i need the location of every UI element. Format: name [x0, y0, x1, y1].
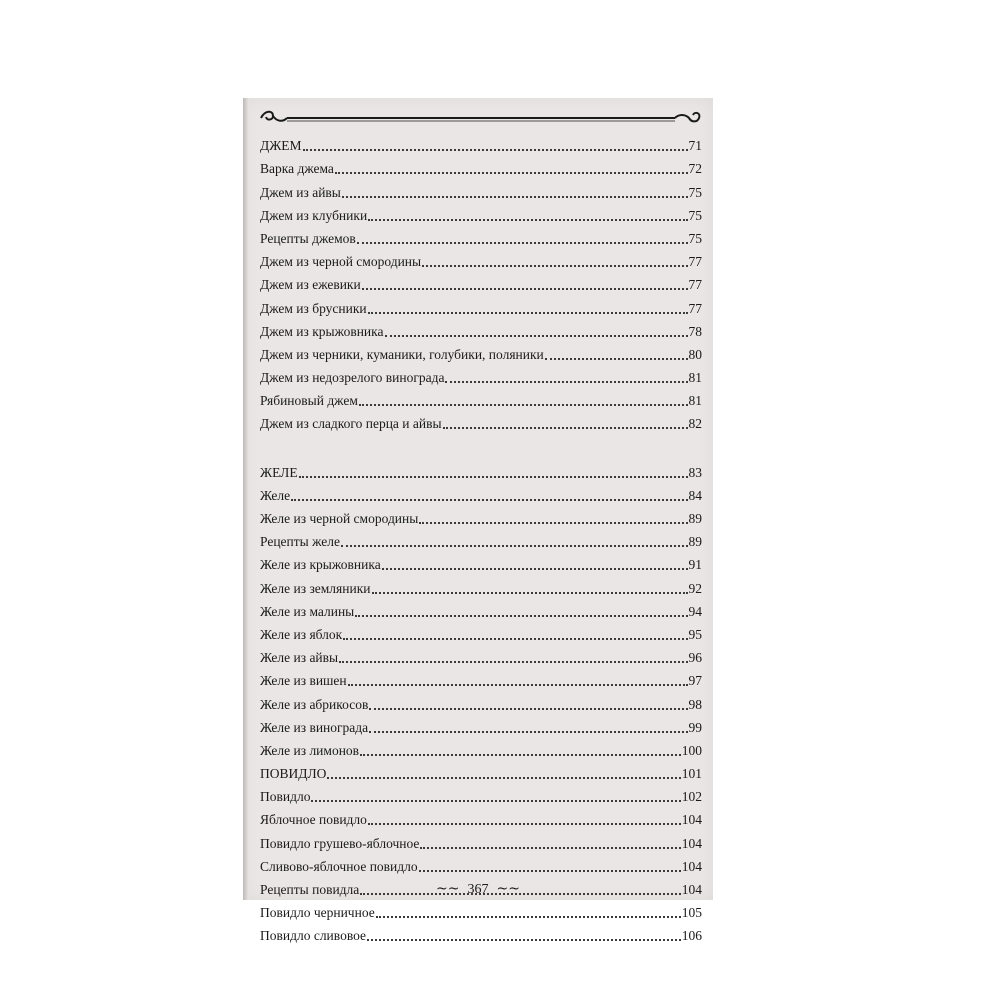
toc-entry-page: 95: [688, 626, 702, 642]
toc-entry-page: 98: [688, 696, 702, 712]
dot-leader: [368, 311, 688, 314]
toc-entry: [260, 666, 702, 689]
toc-entry-page: 94: [688, 603, 702, 619]
toc-entry-page: 75: [688, 184, 702, 200]
toc-entry-title: Рецепты желе: [260, 534, 340, 550]
toc-entry-title: Джем из крыжовника: [260, 323, 384, 339]
toc-entry: [260, 527, 702, 550]
dot-leader: [372, 591, 688, 594]
toc-entry-page: 71: [688, 138, 702, 154]
dot-leader: [422, 264, 687, 267]
toc-entry-page: 75: [688, 207, 702, 223]
toc-entry-page: 101: [681, 766, 702, 782]
toc-entry-title: Желе из лимонов: [260, 742, 360, 758]
toc-entry: [260, 481, 702, 504]
toc-entry-title: Желе из абрикосов: [260, 696, 369, 712]
toc-entry: [260, 457, 702, 480]
toc-entry-page: 96: [688, 650, 702, 666]
toc-entry-title: Желе из вишен: [260, 673, 347, 689]
header-ornament-icon: [257, 106, 707, 128]
toc-entry-title: Повидло: [260, 789, 311, 805]
toc-entry-title: Желе: [260, 487, 291, 503]
toc-entry-title: ЖЕЛЕ: [260, 464, 298, 480]
toc-entry-title: Джем из сладкого перца и айвы: [260, 416, 442, 432]
toc-entry-title: Джем из клубники: [260, 207, 368, 223]
dot-leader: [368, 822, 681, 825]
dot-leader: [369, 707, 687, 710]
dot-leader: [443, 426, 688, 429]
toc-entry-title: Желе из айвы: [260, 650, 339, 666]
left-curl-icon: ~~: [436, 881, 460, 897]
dot-leader: [367, 938, 681, 941]
toc-entry-title: Рябиновый джем: [260, 393, 358, 409]
toc-entry-page: 77: [688, 300, 702, 316]
page-footer: [243, 882, 713, 902]
toc-entry-page: 75: [688, 230, 702, 246]
dot-leader: [343, 637, 687, 640]
toc-entry: [260, 340, 702, 363]
toc-entry-page: 81: [688, 370, 702, 386]
toc-entry: [260, 270, 702, 293]
dot-leader: [420, 846, 680, 849]
toc-entry-page: 106: [681, 928, 702, 944]
dot-leader: [348, 683, 688, 686]
toc-entry: [260, 805, 702, 828]
toc-entry-page: 97: [688, 673, 702, 689]
toc-entry-page: 89: [688, 511, 702, 526]
toc-entry: [260, 597, 702, 620]
toc-entry-title: Желе из земляники: [260, 580, 371, 596]
dot-leader: [355, 614, 687, 617]
toc-entry: [260, 852, 702, 875]
toc-entry: [260, 363, 702, 386]
toc-entry-page: 91: [688, 557, 702, 573]
dot-leader: [419, 521, 687, 524]
toc-entry-title: Джем из айвы: [260, 184, 341, 200]
toc-entry-title: Желе из винограда: [260, 719, 369, 735]
toc-entry: [260, 177, 702, 200]
toc-entry-title: Повидло черничное: [260, 905, 375, 921]
dot-leader: [357, 241, 688, 244]
dot-leader: [339, 660, 687, 663]
dot-leader: [335, 171, 688, 174]
toc-entry: [260, 620, 702, 643]
toc-entry: [260, 759, 702, 782]
toc-entry-title: Желе из малины: [260, 603, 355, 619]
dot-leader: [303, 148, 688, 151]
toc-entry-title: Повидло сливовое: [260, 928, 367, 944]
toc-entry-title: Рецепты повидла: [260, 882, 360, 897]
toc-entry-title: Рецепты джемов: [260, 230, 356, 246]
toc-entry: [260, 828, 702, 851]
toc-entry: [260, 201, 702, 224]
dot-leader: [327, 776, 680, 779]
dot-leader: [342, 195, 688, 198]
toc-entry-page: 104: [681, 858, 702, 874]
toc-entry-page: 102: [681, 789, 702, 805]
toc-entry-title: Желе из яблок: [260, 626, 343, 642]
dot-leader: [291, 498, 687, 501]
dot-leader: [419, 869, 681, 872]
toc-entry: [260, 409, 702, 432]
toc-entry-page: 78: [688, 323, 702, 339]
toc-entry-title: Джем из недозрелого винограда: [260, 370, 445, 386]
dot-leader: [362, 287, 688, 290]
toc-entry: [260, 643, 702, 666]
toc-entry-title: Повидло грушево-яблочное: [260, 835, 420, 851]
toc-entry-title: Сливово-яблочное повидло: [260, 858, 418, 874]
toc-entry: [260, 550, 702, 573]
dot-leader: [341, 544, 688, 547]
toc-entry: [260, 689, 702, 712]
dot-leader: [368, 218, 687, 221]
toc-entry-page: 84: [688, 487, 702, 503]
toc-entry-title: Джем из черной смородины: [260, 254, 422, 270]
book-page: [243, 98, 713, 944]
toc-entry-page: 100: [681, 742, 702, 758]
toc-entry-page: 105: [681, 905, 702, 921]
toc-entry: [260, 317, 702, 340]
toc-entry-page: 104: [681, 812, 702, 828]
toc-entry: [260, 736, 702, 759]
toc-entry-page: 104: [681, 882, 702, 897]
toc-entry: [260, 782, 702, 805]
dot-leader: [382, 567, 688, 570]
toc-entry: [260, 154, 702, 177]
right-curl-icon: ~~: [496, 881, 520, 897]
dot-leader: [445, 380, 687, 383]
page-edge: [243, 98, 249, 900]
toc-entry: [260, 921, 702, 944]
toc-entry-page: 104: [681, 835, 702, 851]
toc-entry-page: 89: [688, 534, 702, 550]
dot-leader: [545, 357, 688, 360]
toc-entry: [260, 386, 702, 409]
toc-entry: [260, 224, 702, 247]
toc-entry-page: 77: [688, 277, 702, 293]
toc-entry-title: Джем из брусники: [260, 300, 367, 316]
dot-leader: [369, 730, 687, 733]
toc-entry: [260, 247, 702, 270]
toc-entry-page: 82: [688, 416, 702, 432]
table-of-contents: [260, 131, 702, 944]
toc-entry: [260, 573, 702, 596]
dot-leader: [359, 403, 688, 406]
toc-entry-title: Варка джема: [260, 161, 334, 177]
toc-entry-title: Желе из черной смородины: [260, 511, 419, 526]
toc-entry-title: Джем из ежевики: [260, 277, 361, 293]
toc-entry-title: Яблочное повидло: [260, 812, 367, 828]
toc-entry-page: 99: [688, 719, 702, 735]
dot-leader: [299, 475, 688, 478]
dot-leader: [376, 915, 681, 918]
page-number: 367: [467, 882, 489, 897]
toc-entry: [260, 713, 702, 736]
toc-entry: [260, 131, 702, 154]
toc-entry-title: ПОВИДЛО: [260, 766, 327, 782]
toc-entry-page: 80: [688, 346, 702, 362]
dot-leader: [385, 334, 688, 337]
toc-entry-title: ДЖЕМ: [260, 138, 302, 154]
toc-entry-page: 72: [688, 161, 702, 177]
toc-entry-page: 77: [688, 254, 702, 270]
toc-entry-title: Желе из крыжовника: [260, 557, 381, 573]
toc-entry-page: 83: [688, 464, 702, 480]
section-gap: [260, 432, 702, 457]
toc-entry: [260, 293, 702, 316]
toc-entry: [260, 504, 702, 527]
toc-entry-title: Джем из черники, куманики, голубики, поляники: [260, 346, 544, 362]
toc-entry-page: 81: [688, 393, 702, 409]
dot-leader: [360, 753, 681, 756]
dot-leader: [311, 799, 680, 802]
toc-entry-page: 92: [688, 580, 702, 596]
